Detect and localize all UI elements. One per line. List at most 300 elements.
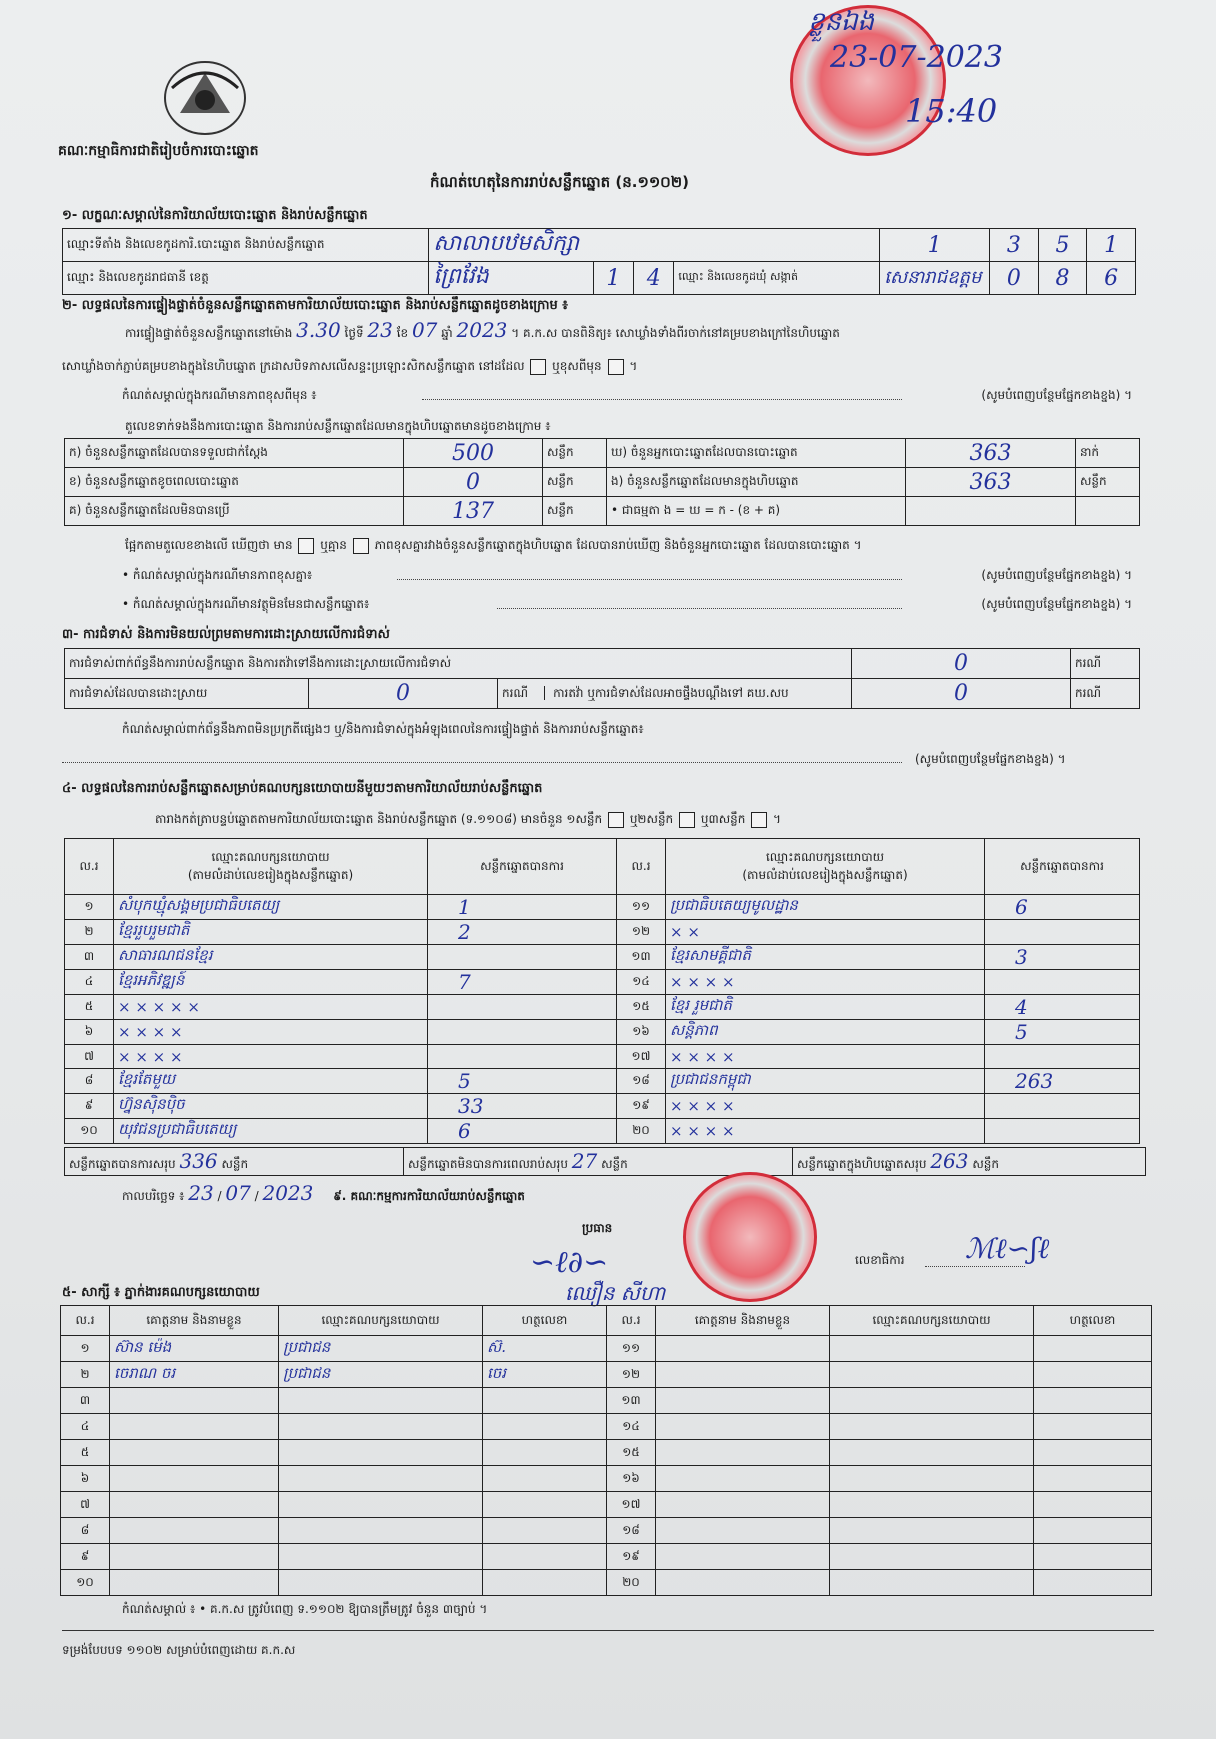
stamp-time: 15:40: [905, 92, 998, 130]
code-digit: 4: [646, 265, 661, 291]
party-name-text: × × × ×: [670, 1097, 735, 1115]
fill-hint: (សូមបំពេញបន្ថែមផ្នែកខាងខ្នង) ។: [981, 568, 1132, 582]
date-year: 2023: [262, 1181, 314, 1205]
witness-party: [279, 1570, 483, 1596]
row-number: ១០: [61, 1570, 110, 1596]
change-note-label: កំណត់សម្គាល់ក្នុងករណីមានភាពខុសពីមុន ៖: [122, 388, 317, 402]
witness-signature[interactable]: [1034, 1440, 1152, 1466]
col-name: គោត្តនាម និងនាមខ្លួន: [656, 1306, 830, 1336]
party-name: [666, 1094, 985, 1119]
count-left-unit: សន្លឹក: [543, 468, 607, 497]
row-number: ១៣: [617, 945, 666, 970]
count-left-number: 0: [466, 469, 480, 495]
count-left-number: 500: [452, 440, 494, 466]
invalid-total: 27: [571, 1149, 598, 1173]
party-name: [114, 970, 428, 995]
row-number: ១៤: [607, 1414, 656, 1440]
party-row: [65, 945, 1140, 970]
witness-signature: [483, 1336, 607, 1362]
unit-label: ករណី: [1071, 679, 1140, 709]
verify-month: 07: [411, 318, 438, 342]
witness-name-text: ចេរាណ ចរ: [114, 1363, 176, 1382]
party-name: [114, 995, 428, 1020]
count-right-label: ឃ) ចំនួនអ្នកបោះឆ្នោតដែលបានបោះឆ្នោត: [607, 439, 906, 468]
party-name-text: ខ្មែរសាមគ្គីជាតិ: [670, 946, 751, 964]
difference-note-label: • កំណត់សម្គាល់ក្នុងករណីមានភាពខុសគ្នា៖: [122, 568, 313, 582]
verify-day-label: ថ្ងៃទី: [344, 326, 364, 340]
witness-name: [110, 1570, 279, 1596]
irregularity-note-input[interactable]: [62, 762, 902, 763]
party-name-text: × × × × ×: [118, 998, 200, 1016]
count-left-value: [404, 497, 543, 526]
code-digit: 6: [1104, 265, 1119, 291]
witness-name[interactable]: [656, 1440, 830, 1466]
party-name: [114, 945, 428, 970]
col-no: ល.រ: [617, 839, 666, 895]
col-party-note: (តាមលំដាប់លេខរៀងក្នុងសន្លឹកឆ្នោត): [742, 867, 908, 882]
party-votes-value: 3: [1015, 945, 1028, 969]
party-votes-value: 6: [1015, 895, 1028, 919]
objection-label: ការជំទាស់ពាក់ព័ន្ធនឹងការរាប់សន្លឹកឆ្នោត និងការតវ៉ាទៅនឹងការដោះស្រាយលើការជំទាស់: [65, 649, 852, 679]
two-sheet-checkbox[interactable]: [679, 812, 695, 828]
fill-hint: (សូមបំពេញបន្ថែមផ្នែកខាងខ្នង) ។: [915, 752, 1066, 766]
party-votes: [985, 1069, 1140, 1094]
party-votes-value: 1: [458, 895, 471, 919]
party-votes-value: 7: [458, 970, 471, 994]
party-votes: [428, 920, 617, 945]
party-row: [65, 1119, 1140, 1144]
witness-table: [60, 1305, 1152, 1596]
witness-name[interactable]: [656, 1518, 830, 1544]
party-name: [114, 1094, 428, 1119]
changed-checkbox[interactable]: [608, 359, 624, 375]
count-right-value: [906, 497, 1076, 526]
location-label: ឈ្មោះទីតាំង និងលេខកូដការិ.បោះឆ្នោត និងរាប់សន្លឹកឆ្នោត: [63, 229, 429, 262]
party-votes: [985, 1119, 1140, 1144]
witness-signature: [483, 1414, 607, 1440]
section1-heading: ១- លក្ខណៈសម្គាល់នៃការិយាល័យបោះឆ្នោត និងរាប់សន្លឹកឆ្នោត: [62, 208, 368, 223]
date-day: 23: [188, 1181, 214, 1205]
witness-party: [279, 1414, 483, 1440]
count-row: [65, 468, 1140, 497]
chair-signature: ∽ℓ∂∽: [530, 1245, 609, 1280]
code-digit: 1: [1104, 232, 1119, 258]
party-name-text: × × × ×: [670, 1122, 735, 1140]
unit-label: ករណី: [1071, 649, 1140, 679]
party-votes-value: 2: [458, 920, 471, 944]
col-party: ឈ្មោះគណបក្សនយោបាយ: [279, 1306, 483, 1336]
row-number: ៥: [65, 995, 114, 1020]
section4-heading: ៤- លទ្ធផលនៃការរាប់សន្លឹកឆ្នោតសម្រាប់គណបក្សនយោបាយនីមួយៗតាមការិយាល័យរាប់សន្លឹកឆ្នោត: [62, 781, 543, 796]
chair-label: ប្រធាន: [582, 1221, 613, 1235]
party-name: [114, 920, 428, 945]
secretary-label: លេខាធិការ: [855, 1253, 905, 1267]
witness-signature[interactable]: [1034, 1388, 1152, 1414]
table-intro: តួលេខទាក់ទងនឹងការបោះឆ្នោត និងការរាប់សន្លឹកឆ្នោតដែលមានក្នុងហិបឆ្នោតមានដូចខាងក្រោម ៖: [125, 419, 551, 433]
row-number: ៤: [65, 970, 114, 995]
verify-time: 3.30: [296, 318, 341, 342]
party-name: [114, 1020, 428, 1045]
party-row: [65, 895, 1140, 920]
witness-party[interactable]: [830, 1362, 1034, 1388]
count-left-label: ក) ចំនួនសន្លឹកឆ្នោតដែលបានទទួលជាក់ស្តែង: [65, 439, 404, 468]
count-left-value: [404, 468, 543, 497]
witness-party-text: ប្រជាជន: [283, 1337, 331, 1356]
witness-party[interactable]: [830, 1336, 1034, 1362]
party-votes: [985, 970, 1140, 995]
witness-row: [61, 1440, 1152, 1466]
change-note-line: [122, 387, 1132, 403]
row-number: ២០: [617, 1119, 666, 1144]
party-name-text: × × × ×: [670, 1047, 735, 1066]
row-number: ៨: [61, 1518, 110, 1544]
resolved-label: ការជំទាស់ដែលបានដោះស្រាយ: [65, 679, 309, 709]
col-votes: សន្លឹកឆ្នោតបានការ: [985, 839, 1140, 895]
party-votes: [985, 1045, 1140, 1069]
unit-label: ករណី: [502, 685, 529, 700]
resolved-count: 0: [396, 681, 410, 706]
party-name: [666, 1045, 985, 1069]
witness-row: [61, 1570, 1152, 1596]
object-note-input[interactable]: [497, 608, 902, 609]
witness-signature[interactable]: [1034, 1336, 1152, 1362]
change-note-input[interactable]: [422, 399, 902, 400]
page-title: កំណត់ហេតុនៃការរាប់សន្លឹកឆ្នោត (ន.១១០២): [430, 173, 690, 191]
count-left-value: [404, 439, 543, 468]
party-votes: [985, 920, 1140, 945]
ballot-count-table: [64, 438, 1140, 526]
party-name: [666, 920, 985, 945]
code-digit: 8: [1055, 265, 1070, 291]
row-number: ១៣: [607, 1388, 656, 1414]
verify-year: 2023: [456, 318, 508, 342]
row-number: ១២: [607, 1362, 656, 1388]
party-name-text: សំបុកឃ្មុំសង្គមប្រជាធិបតេយ្យ: [118, 896, 280, 914]
party-name-text: ហ្វ៊ុនស៊ិនប៉ិច: [118, 1095, 185, 1113]
secretary-line: [925, 1266, 1025, 1267]
count-left-number: 137: [452, 498, 494, 524]
party-votes-value: 5: [1015, 1020, 1028, 1044]
party-name: [114, 1069, 428, 1094]
witness-signature[interactable]: [1034, 1570, 1152, 1596]
secretary-signature: ℳℓ∽ʃℓ: [965, 1232, 1050, 1265]
code-digit: 0: [1006, 265, 1021, 291]
party-row: [65, 1045, 1140, 1069]
unit-label: សន្លឹក: [221, 1157, 249, 1171]
party-votes: [985, 895, 1140, 920]
difference-line: [125, 537, 862, 554]
party-name-text: សន្តិភាព: [670, 1021, 718, 1039]
party-name-text: × ×: [670, 923, 700, 941]
witness-party[interactable]: [830, 1466, 1034, 1492]
witness-signature[interactable]: [1034, 1518, 1152, 1544]
row-number: ១៨: [607, 1518, 656, 1544]
party-row: [65, 1020, 1140, 1045]
row-number: ៨: [65, 1069, 114, 1094]
party-votes: [428, 1069, 617, 1094]
commune-label: ឈ្មោះ និងលេខកូដឃុំ សង្កាត់: [674, 262, 880, 295]
witness-name: [110, 1414, 279, 1440]
difference-no-checkbox[interactable]: [353, 538, 369, 554]
witness-party[interactable]: [830, 1492, 1034, 1518]
count-right-value: [906, 468, 1076, 497]
witness-party[interactable]: [830, 1518, 1034, 1544]
witness-party[interactable]: [830, 1414, 1034, 1440]
row-number: ៣: [65, 945, 114, 970]
witness-signature: [483, 1388, 607, 1414]
witness-party[interactable]: [830, 1544, 1034, 1570]
witness-name[interactable]: [656, 1362, 830, 1388]
verify-line: [125, 318, 840, 342]
witness-signature: [483, 1492, 607, 1518]
party-votes: [985, 995, 1140, 1020]
col-no: ល.រ: [65, 839, 114, 895]
witness-party: [279, 1388, 483, 1414]
seal-line: សោឃ្លាំងចាក់ភ្ជាប់គម្របខាងក្នុងនៃហិបឆ្នោត ក្រដាសបិទភាសលើសន្ទះប្រឡោះសិកសន្លឹកឆ្នោត នៅដដែល ឬខុសពីមុន ។: [62, 359, 638, 373]
witness-signature[interactable]: [1034, 1414, 1152, 1440]
party-name-text: × × × ×: [118, 1023, 183, 1041]
count-left-label: ខ) ចំនួនសន្លឹកឆ្នោតខូចពេលបោះឆ្នោត: [65, 468, 404, 497]
box-total: 263: [930, 1149, 969, 1173]
party-votes-value: 5: [458, 1069, 471, 1093]
col-party: ឈ្មោះគណបក្សនយោបាយ: [765, 849, 885, 864]
committee-seal: [683, 1172, 817, 1302]
province-value: ព្រៃវែង: [433, 264, 489, 289]
row-number: ២០: [607, 1570, 656, 1596]
count-right-number: 363: [969, 440, 1012, 466]
col-party-note: (តាមលំដាប់លេខរៀងក្នុងសន្លឹកឆ្នោត): [187, 867, 354, 882]
witness-name-text: ស៊ាន ម៉េង: [114, 1337, 172, 1356]
verify-day: 23: [367, 318, 393, 342]
witness-name: [110, 1492, 279, 1518]
commune-value: សេនារាជឧត្តម: [884, 266, 982, 288]
witness-name[interactable]: [656, 1414, 830, 1440]
party-row: [65, 995, 1140, 1020]
party-name: [666, 1069, 985, 1094]
seal-text: សោឃ្លាំងចាក់ភ្ជាប់គម្របខាងក្នុងនៃហិបឆ្នោត ក្រដាសបិទភាសលើសន្ទះប្រឡោះសិកសន្លឹកឆ្នោត នៅដដែល: [62, 359, 525, 373]
witness-name[interactable]: [656, 1570, 830, 1596]
witness-name: [110, 1336, 279, 1362]
party-name: [114, 1119, 428, 1144]
row-number: ១៦: [617, 1020, 666, 1045]
difference-text: ភាពខុសគ្នារវាងចំនួនសន្លឹកឆ្នោតក្នុងហិបឆ្នោត ដែលបានរាប់ឃើញ និងចំនួនអ្នកបោះឆ្នោត ដែលបានបោះឆ្នោត ។: [374, 538, 862, 552]
fill-hint: (សូមបំពេញបន្ថែមផ្នែកខាងខ្នង) ។: [981, 597, 1132, 611]
tally-sheet-line: តារាងកត់ត្រាបន្ទប់ឆ្នោតតាមការិយាល័យបោះឆ្នោត និងរាប់សន្លឹកឆ្នោត (ទ.១១០៨) មានចំនួន ១សន្លឹក ឬ២សន្លឹក ឬ៣សន្លឹក ។: [155, 812, 781, 826]
party-name: [666, 945, 985, 970]
party-name-text: ខ្មែរ រួមជាតិ: [670, 996, 732, 1014]
party-name: [114, 895, 428, 920]
tally-sheet-text: តារាងកត់ត្រាបន្ទប់ឆ្នោតតាមការិយាល័យបោះឆ្នោត និងរាប់សន្លឹកឆ្នោត (ទ.១១០៨) មានចំនួន ១សន្លឹក: [155, 812, 603, 826]
verify-year-label: ឆ្នាំ: [441, 326, 453, 340]
code-digit: 1: [606, 265, 621, 291]
code-digit: 1: [927, 232, 942, 258]
party-name: [114, 1045, 428, 1069]
three-sheet-label: ឬ៣សន្លឹក: [700, 812, 746, 826]
row-number: ៦: [61, 1466, 110, 1492]
count-right-value: [906, 439, 1076, 468]
row-number: ១៦: [607, 1466, 656, 1492]
party-votes-value: 4: [1015, 995, 1028, 1019]
witness-signature: [483, 1362, 607, 1388]
witness-name[interactable]: [656, 1336, 830, 1362]
difference-note-line: [122, 567, 1132, 583]
row-number: ២: [65, 920, 114, 945]
party-name: [666, 995, 985, 1020]
witness-party: [279, 1336, 483, 1362]
appeal-label: ការតវ៉ា ឬការជំទាស់ដែលអាចផ្ទឹងបណ្តឹងទៅ គឃ.សប: [544, 686, 789, 700]
committee-name: គណៈកម្មាធិការជាតិរៀបចំការបោះឆ្នោត: [58, 143, 259, 159]
nec-logo-icon: [160, 58, 250, 138]
row-number: ១៩: [607, 1544, 656, 1570]
stamp-date: 23-07-2023: [830, 40, 1003, 75]
row-number: ១៧: [617, 1045, 666, 1069]
count-right-label: ង) ចំនួនសន្លឹកឆ្នោតដែលមានក្នុងហិបឆ្នោត: [607, 468, 906, 497]
row-number: ១: [61, 1336, 110, 1362]
party-votes: [428, 970, 617, 995]
difference-no-label: ឬគ្មាន: [320, 538, 347, 552]
col-name: គោត្តនាម និងនាមខ្លួន: [110, 1306, 279, 1336]
count-left-label: គ) ចំនួនសន្លឹកឆ្នោតដែលមិនបានប្រើ: [65, 497, 404, 526]
party-votes: [985, 1094, 1140, 1119]
witness-signature: [483, 1440, 607, 1466]
witness-party[interactable]: [830, 1570, 1034, 1596]
row-number: ១៥: [607, 1440, 656, 1466]
witness-party: [279, 1440, 483, 1466]
unchanged-checkbox[interactable]: [530, 359, 546, 375]
object-note-label: • កំណត់សម្គាល់ក្នុងករណីមានវត្ថុមិនមែនជាសន្លឹកឆ្នោត៖: [122, 597, 370, 611]
count-left-unit: សន្លឹក: [543, 497, 607, 526]
witness-row: [61, 1336, 1152, 1362]
section2-heading: ២- លទ្ធផលនៃការផ្ទៀងផ្ទាត់ចំនួនសន្លឹកឆ្នោតតាមការិយាល័យបោះឆ្នោត និងរាប់សន្លឹកឆ្នោតដូចខាងក្រោម ៖: [62, 298, 568, 313]
section5-heading: ៥- សាក្សី ៖ ភ្នាក់ងារគណបក្សនយោបាយ: [62, 1285, 260, 1300]
party-name-text: ខ្មែរអភិវឌ្ឍន៍: [118, 971, 185, 989]
count-right-unit: នាក់: [1076, 439, 1140, 468]
witness-name[interactable]: [656, 1388, 830, 1414]
box-total-label: សន្លឹកឆ្នោតក្នុងហិបឆ្នោតសរុប: [797, 1157, 927, 1171]
date-month: 07: [225, 1181, 251, 1205]
witness-row: [61, 1544, 1152, 1570]
section3-heading: ៣- ការជំទាស់ និងការមិនយល់ព្រមតាមការដោះស្រាយលើការជំទាស់: [62, 627, 390, 642]
witness-name: [110, 1518, 279, 1544]
witness-party: [279, 1466, 483, 1492]
party-votes-value: 263: [1015, 1069, 1054, 1093]
witness-row: [61, 1518, 1152, 1544]
row-number: ១០: [65, 1119, 114, 1144]
row-number: ៧: [65, 1045, 114, 1069]
witness-row: [61, 1492, 1152, 1518]
changed-label: ឬខុសពីមុន: [552, 359, 602, 373]
one-sheet-checkbox[interactable]: [608, 812, 624, 828]
witness-party: [279, 1544, 483, 1570]
witness-name[interactable]: [656, 1544, 830, 1570]
province-label: ឈ្មោះ និងលេខកូដរាជធានី ខេត្ត: [63, 262, 429, 295]
row-number: ១៤: [617, 970, 666, 995]
witness-signature[interactable]: [1034, 1466, 1152, 1492]
row-number: ៥: [61, 1440, 110, 1466]
unit-label: សន្លឹក: [601, 1157, 628, 1171]
party-name-text: ខ្មែរតែមួយ: [118, 1070, 176, 1088]
row-number: ១១: [617, 895, 666, 920]
witness-signature-text: ចេរ: [487, 1363, 507, 1382]
row-number: ១១: [607, 1336, 656, 1362]
row-number: ១៥: [617, 995, 666, 1020]
witness-party[interactable]: [830, 1440, 1034, 1466]
location-table: [62, 228, 1136, 295]
party-votes-value: 33: [458, 1094, 484, 1118]
row-number: ៧: [61, 1492, 110, 1518]
chair-name: ឈឿន សីហា: [565, 1281, 666, 1305]
location-value: សាលាបឋមសិក្សា: [433, 231, 580, 256]
col-party: ឈ្មោះគណបក្សនយោបាយ: [830, 1306, 1034, 1336]
witness-party: [279, 1492, 483, 1518]
irregularity-note-label: កំណត់សម្គាល់ពាក់ព័ន្ធនឹងភាពមិនប្រក្រតីផ្សេងៗ ឬ/និងការជំទាស់ក្នុងអំឡុងពេលនៃការផ្ទៀងផ្ទាត់ និងការរាប់សន្លឹកឆ្នោត៖: [122, 722, 644, 736]
witness-name[interactable]: [656, 1466, 830, 1492]
row-number: ៦: [65, 1020, 114, 1045]
row-number: ៩: [65, 1094, 114, 1119]
difference-note-input[interactable]: [397, 579, 902, 580]
copies-note: កំណត់សម្គាល់ ៖ • គ.ក.ស ត្រូវបំពេញ ទ.១១០២ ឱ្យបានត្រឹមត្រូវ ចំនួន ៣ច្បាប់ ។: [122, 1602, 488, 1616]
witness-row: [61, 1414, 1152, 1440]
party-votes: [428, 1045, 617, 1069]
date-line: កាលបរិច្ឆេទ ៖ 23 / 07 / 2023 ៩. គណៈកម្មការការិយាល័យរាប់សន្លឹកឆ្នោត: [122, 1181, 525, 1205]
party-name: [666, 1020, 985, 1045]
col-no: ល.រ: [607, 1306, 656, 1336]
witness-signature[interactable]: [1034, 1544, 1152, 1570]
stamp-note: ខ្លួនឯង: [808, 7, 875, 37]
verify-month-label: ខែ: [396, 326, 409, 340]
date-label: កាលបរិច្ឆេទ: [122, 1189, 176, 1203]
row-number: ៩: [61, 1544, 110, 1570]
party-row: [65, 1069, 1140, 1094]
party-votes: [428, 995, 617, 1020]
party-name-text: × × × ×: [118, 1047, 183, 1066]
party-name: [666, 970, 985, 995]
code-digit: 3: [1006, 232, 1021, 258]
three-sheet-checkbox[interactable]: [751, 812, 767, 828]
witness-name[interactable]: [656, 1492, 830, 1518]
objection-count: 0: [954, 651, 968, 676]
difference-yes-checkbox[interactable]: [298, 538, 314, 554]
witness-signature[interactable]: [1034, 1362, 1152, 1388]
count-left-unit: សន្លឹក: [543, 439, 607, 468]
witness-name: [110, 1544, 279, 1570]
party-results-table: [64, 838, 1140, 1144]
object-note-line: [122, 596, 1132, 612]
count-row: [65, 439, 1140, 468]
code-digit: 5: [1055, 232, 1070, 258]
count-right-unit: សន្លឹក: [1076, 468, 1140, 497]
party-row: [65, 1094, 1140, 1119]
party-votes: [985, 945, 1140, 970]
party-votes: [428, 945, 617, 970]
witness-signature[interactable]: [1034, 1492, 1152, 1518]
valid-total: 336: [179, 1149, 218, 1173]
witness-name: [110, 1440, 279, 1466]
witness-signature-text: ស៊.: [487, 1337, 507, 1356]
row-number: ៤: [61, 1414, 110, 1440]
invalid-total-label: សន្លឹកឆ្នោតមិនបានការពេលរាប់សរុប: [408, 1157, 568, 1171]
count-row: [65, 497, 1140, 526]
party-name-text: យុវជនប្រជាធិបតេយ្យ: [118, 1120, 237, 1138]
count-right-number: 363: [969, 469, 1012, 495]
witness-name: [110, 1466, 279, 1492]
committee-label: ៩. គណៈកម្មការការិយាល័យរាប់សន្លឹកឆ្នោត: [333, 1189, 525, 1203]
unit-label: សន្លឹក: [972, 1157, 1000, 1171]
party-votes: [985, 1020, 1140, 1045]
witness-signature: [483, 1570, 607, 1596]
count-right-unit: [1076, 497, 1140, 526]
witness-party[interactable]: [830, 1388, 1034, 1414]
